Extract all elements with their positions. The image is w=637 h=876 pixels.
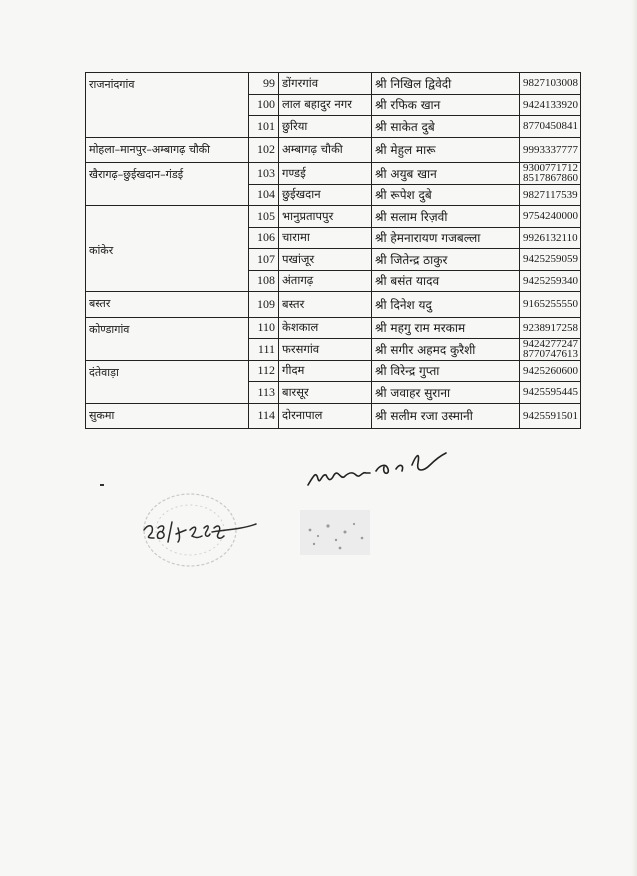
serial-cell: 106 <box>249 227 279 249</box>
table-row <box>86 137 581 163</box>
name-cell: श्री हेमनारायण गजबल्ला <box>372 227 520 249</box>
district-cell: सुकमा <box>86 403 249 429</box>
phone-line: 8770747613 <box>523 348 578 360</box>
serial-cell: 101 <box>249 116 279 138</box>
district-cell: मोहला–मानपुर–अम्बागढ़ चौकी <box>86 137 249 163</box>
name-cell: श्री विरेन्द्र गुप्ता <box>372 360 520 382</box>
phone-cell: 8770450841 <box>520 116 581 138</box>
place-cell: बस्तर <box>279 292 372 318</box>
name-cell: श्री निखिल द्विवेदी <box>372 73 520 95</box>
table-row <box>86 403 581 429</box>
phone-cell: 9827103008 <box>520 73 581 95</box>
phone-cell: 9425591501 <box>520 403 581 429</box>
name-cell: श्री दिनेश यदु <box>372 292 520 318</box>
serial-cell: 105 <box>249 206 279 228</box>
page-edge <box>631 0 637 876</box>
place-cell: दोरनापाल <box>279 403 372 429</box>
name-cell: श्री महगु राम मरकाम <box>372 317 520 339</box>
name-cell: श्री मेहुल मारू <box>372 137 520 163</box>
place-cell: अम्बागढ़ चौकी <box>279 137 372 163</box>
pen-mark <box>100 484 104 486</box>
table-row <box>86 360 581 382</box>
serial-cell: 102 <box>249 137 279 163</box>
phone-cell: 9238917258 <box>520 317 581 339</box>
name-cell: श्री रफिक खान <box>372 94 520 116</box>
name-cell: श्री सलाम रिज़वी <box>372 206 520 228</box>
phone-line: 9424277247 <box>523 338 578 351</box>
place-cell: फरसगांव <box>279 339 372 361</box>
place-cell: चारामा <box>279 227 372 249</box>
phone-line: 9300771712 <box>523 162 578 175</box>
place-cell: केशकाल <box>279 317 372 339</box>
serial-cell: 110 <box>249 317 279 339</box>
serial-cell: 104 <box>249 184 279 206</box>
table-row <box>86 73 581 95</box>
serial-cell: 112 <box>249 360 279 382</box>
phone-line: 8517867860 <box>523 172 578 184</box>
phone-cell: 9425260600 <box>520 360 581 382</box>
phone-cell: 9424133920 <box>520 94 581 116</box>
phone-cell <box>520 163 581 185</box>
serial-cell: 109 <box>249 292 279 318</box>
phone-cell: 9926132110 <box>520 227 581 249</box>
place-cell: अंतागढ़ <box>279 270 372 292</box>
table-row <box>86 163 581 185</box>
table-row <box>86 292 581 318</box>
place-cell: छुईखदान <box>279 184 372 206</box>
place-cell: गीदम <box>279 360 372 382</box>
name-cell: श्री जवाहर सुराना <box>372 382 520 404</box>
name-cell: श्री अयुब खान <box>372 163 520 185</box>
place-cell: बारसूर <box>279 382 372 404</box>
phone-cell: 9827117539 <box>520 184 581 206</box>
office-stamp <box>140 490 380 600</box>
phone-cell <box>520 339 581 361</box>
name-cell: श्री जितेन्द्र ठाकुर <box>372 249 520 271</box>
serial-cell: 114 <box>249 403 279 429</box>
phone-cell: 9425259340 <box>520 270 581 292</box>
name-cell: श्री सलीम रजा उस्मानी <box>372 403 520 429</box>
table-row <box>86 206 581 228</box>
district-cell: बस्तर <box>86 292 249 318</box>
roster-table <box>85 72 581 429</box>
serial-cell: 113 <box>249 382 279 404</box>
serial-cell: 103 <box>249 163 279 185</box>
serial-cell: 100 <box>249 94 279 116</box>
district-cell: खैरागढ़–छुईखदान–गंडई <box>86 163 249 206</box>
district-cell: राजनांदगांव <box>86 73 249 138</box>
name-cell: श्री सगीर अहमद कुरैशी <box>372 339 520 361</box>
place-cell: गण्डई <box>279 163 372 185</box>
place-cell: पखांजूर <box>279 249 372 271</box>
district-cell: दंतेवाड़ा <box>86 360 249 403</box>
serial-cell: 111 <box>249 339 279 361</box>
phone-cell: 9165255550 <box>520 292 581 318</box>
table-row <box>86 317 581 339</box>
phone-cell: 9425595445 <box>520 382 581 404</box>
place-cell: छुरिया <box>279 116 372 138</box>
serial-cell: 99 <box>249 73 279 95</box>
phone-cell: 9425259059 <box>520 249 581 271</box>
serial-cell: 108 <box>249 270 279 292</box>
district-cell: कांकेर <box>86 206 249 292</box>
place-cell: लाल बहादुर नगर <box>279 94 372 116</box>
phone-cell: 9754240000 <box>520 206 581 228</box>
place-cell: डोंगरगांव <box>279 73 372 95</box>
name-cell: श्री रूपेश दुबे <box>372 184 520 206</box>
district-cell: कोण्डागांव <box>86 317 249 360</box>
name-cell: श्री साकेत दुबे <box>372 116 520 138</box>
place-cell: भानुप्रतापपुर <box>279 206 372 228</box>
name-cell: श्री बसंत यादव <box>372 270 520 292</box>
serial-cell: 107 <box>249 249 279 271</box>
phone-cell: 9993337777 <box>520 137 581 163</box>
